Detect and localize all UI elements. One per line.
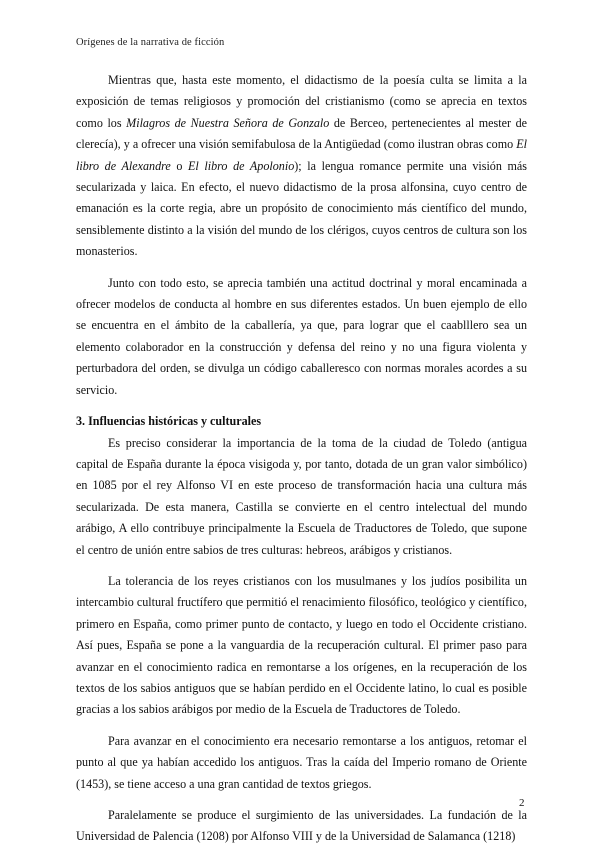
document-body (76, 70, 527, 858)
paragraph-text: o (170, 158, 189, 173)
paragraph-text: de Berceo, pertenecientes al mester de clerecía), y a ofrecer una visión semifabulosa de la Antigüedad (como ilustran obras como (76, 115, 527, 152)
paragraph-toledo: Es preciso considerar la importancia de la toma de la ciudad de Toledo (antigua capital de España durante la época visigoda y, por tanto, dotada de un gran valor simbólico) en 1085 por el rey Alfonso VI en este proceso de transformación hacia una cultura más secularizada. De esta manera, Castilla se convierte en el centro intelectual del mundo arábigo, A ello contribuye principalmente la Escuela de Traductores de Toledo, que supone el centro de unión entre sabios de tres culturas: hebreos, arábigos y cristianos. (76, 435, 527, 557)
paragraph-text: ); la lengua romance permite una visión más secularizada y laica. En efecto, el nuevo didactismo de la prosa alfonsina, cuyo centro de emanación es la corte regia, abre un propósito de conocimiento más científico del mundo, sensiblemente distinto a la visión del mundo de los clérigos, cuyos centros de cultura son los monasterios. (76, 158, 527, 259)
paragraph-caballeria: Junto con todo esto, se aprecia también una actitud doctrinal y moral encaminada a ofrecer modelos de conducta al hombre en sus diferentes estados. Un buen ejemplo de ello se encuentra en el ámbito de la caballería, ya que, para lograr que el caablllero sea un elemento colaborador en la construcción y defensa del reino y no una figura violenta y perturbadora del orden, se divulga un código caballeresco con normas morales acordes a su servicio. (76, 275, 527, 397)
paragraph-antiguos: Para avanzar en el conocimiento era necesario remontarse a los antiguos, retomar el punto al que ya habían accedido los antiguos. Tras la caída del Imperio romano de Oriente (1453), se tiene acceso a una gran cantidad de textos griegos. (76, 733, 527, 791)
running-header: Orígenes de la narrativa de ficción (76, 37, 225, 48)
page-number: 2 (519, 797, 525, 809)
paragraph-didactismo (76, 70, 527, 263)
work-title-milagros: Milagros de Nuestra Señora de Gonzalo (126, 115, 330, 130)
section-heading: 3. Influencias históricas y culturales (76, 414, 262, 429)
paragraph-text: Mientras que, hasta este momento, el didactismo de la poesía culta se limita a la exposición de temas religiosos y promoción del cristianismo (como se aprecia en textos como los (76, 73, 527, 130)
work-title-alexandre: El libro de Alexandre (76, 137, 527, 173)
paragraph-tolerancia: La tolerancia de los reyes cristianos con los musulmanes y los judíos posibilita un intercambio cultural fructífero que permitió el renacimiento filosófico, teológico y científico, primero en España, como primer punto de contacto, y luego en todo el Occidente cristiano. Así pues, España se pone a la vanguardia de la recuperación cultural. El primer paso para avanzar en el conocimiento radica en remontarse a los orígenes, en la recuperación de los textos de los sabios antiguos que se habían perdido en el Occidente latino, lo cual es posible gracias a los sabios arábigos por medio de la Escuela de Traductores de Toledo. (76, 573, 527, 717)
paragraph-universidades: Paralelamente se produce el surgimiento de las universidades. La fundación de la Universidad de Palencia (1208) por Alfonso VIII y de la Universidad de Salamanca (1218) (76, 808, 527, 844)
work-title-apolonio: El libro de Apolonio (188, 158, 295, 173)
